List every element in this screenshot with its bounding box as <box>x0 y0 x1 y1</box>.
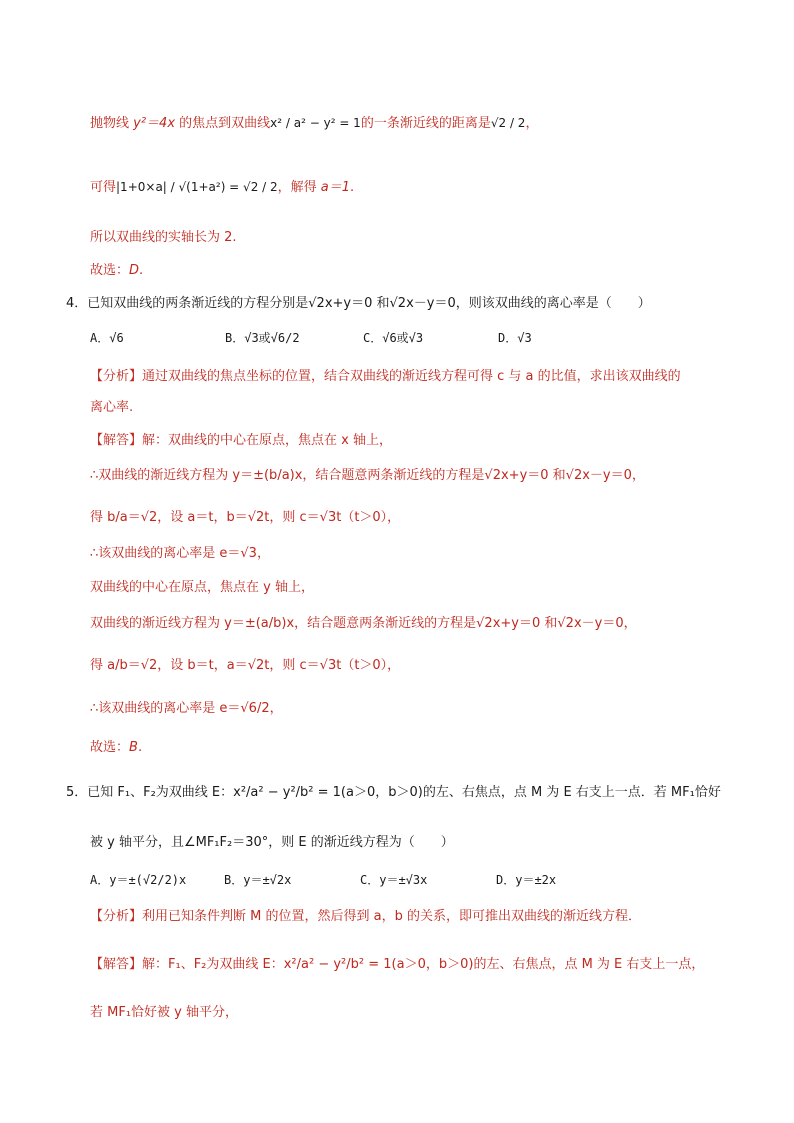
q4-answer-1 <box>90 431 392 451</box>
question-4-stem: 4．已知双曲线的两条渐近线的方程分别是√2x+y＝0 和√2x－y＝0，则该双曲线的离心率是（ ） <box>66 296 651 311</box>
text: ， <box>525 116 539 131</box>
q4-answer-7: 得 a/b＝√2，设 b＝t，a＝√2t，则 c＝√3t（t＞0）， <box>90 658 401 673</box>
analysis-tag: 【分析】 <box>90 369 143 384</box>
q4-answer-3: 得 b/a＝√2，设 a＝t，b＝√2t，则 c＝√3t（t＞0）， <box>90 510 401 525</box>
answer-tag: 【解答】 <box>90 957 143 972</box>
distance-value: √2 / 2 <box>490 116 526 130</box>
q5-answer-1 <box>90 955 704 975</box>
q4-analysis-2: 离心率. <box>90 400 134 415</box>
q4-answer-6: 双曲线的渐近线方程为 y＝±(a/b)x，结合题意两条渐近线的方程是√2x+y＝0 和√2x－y＝0， <box>90 616 637 631</box>
answer-text: 解：双曲线的中心在原点，焦点在 x 轴上， <box>142 433 392 448</box>
line-derive-a <box>90 177 354 198</box>
line-choice-prev <box>90 261 143 281</box>
option-c: C．y＝±√3x <box>360 873 428 887</box>
q4-answer-8: ∴该双曲线的离心率是 e＝√6/2， <box>90 701 283 716</box>
text: 故选： <box>90 263 130 278</box>
q5-answer-2: 若 MF₁恰好被 y 轴平分， <box>90 1005 238 1020</box>
text: 的焦点到双曲线 <box>175 116 271 131</box>
text: ，解得 <box>277 180 321 195</box>
q4-analysis <box>90 367 681 387</box>
q4-answer-4: ∴该双曲线的离心率是 e＝√3， <box>90 546 270 561</box>
text: . <box>139 263 144 278</box>
distance-formula: |1+0×a| / √(1+a²) = √2 / 2 <box>116 180 278 194</box>
option-b: B．√3或√6/2 <box>225 331 300 345</box>
question-5-options <box>90 870 556 890</box>
option-b: B．y＝±√2x <box>224 873 292 887</box>
text: . <box>350 180 355 195</box>
text: 的一条渐近线的距离是 <box>360 116 491 131</box>
choice-letter: D <box>129 263 140 278</box>
a-value: a＝1 <box>320 180 351 195</box>
text: 抛物线 <box>90 116 134 131</box>
answer-tag: 【解答】 <box>90 433 143 448</box>
option-a: A．√6 <box>90 331 124 345</box>
question-4-options <box>90 328 532 348</box>
option-c: C．√6或√3 <box>363 331 424 345</box>
analysis-text: 利用已知条件判断 M 的位置，然后得到 a，b 的关系，即可推出双曲线的渐近线方程． <box>142 909 641 924</box>
q4-answer-2: ∴双曲线的渐近线方程为 y＝±(b/a)x，结合题意两条渐近线的方程是√2x+y＝0 和√2x－y＝0， <box>90 468 645 483</box>
parabola-equation: y²＝4x <box>133 116 176 131</box>
option-a: A．y＝±(√2/2)x <box>90 873 187 887</box>
analysis-text: 通过双曲线的焦点坐标的位置，结合双曲线的渐近线方程可得 c 与 a 的比值，求出该双曲线的 <box>142 369 681 384</box>
text: 故选： <box>90 740 130 755</box>
analysis-tag: 【分析】 <box>90 909 143 924</box>
option-d: D．√3 <box>498 331 532 345</box>
line-parabola-distance <box>90 113 538 134</box>
text: . <box>137 740 143 755</box>
line-real-axis: 所以双曲线的实轴长为 2. <box>90 230 237 245</box>
answer-text: 解：F₁、F₂为双曲线 E：x²/a² − y²/b² = 1(a＞0，b＞0)的左、右焦点，点 M 为 E 右支上一点， <box>142 957 705 972</box>
option-d: D．y＝±2x <box>496 873 557 887</box>
hyperbola-equation: x² / a² − y² = 1 <box>270 116 361 130</box>
q4-answer-choice <box>90 738 142 758</box>
choice-letter: B <box>129 740 138 755</box>
q4-answer-5: 双曲线的中心在原点，焦点在 y 轴上， <box>90 580 314 595</box>
q5-analysis <box>90 907 641 927</box>
question-5-stem-1: 5．已知 F₁、F₂为双曲线 E：x²/a² − y²/b² = 1(a＞0，b＞0)的左、右焦点，点 M 为 E 右支上一点．若 MF₁恰好 <box>66 785 721 800</box>
text: 可得 <box>90 180 117 195</box>
question-5-stem-2: 被 y 轴平分，且∠MF₁F₂＝30°，则 E 的渐近线方程为（ ） <box>90 835 454 850</box>
